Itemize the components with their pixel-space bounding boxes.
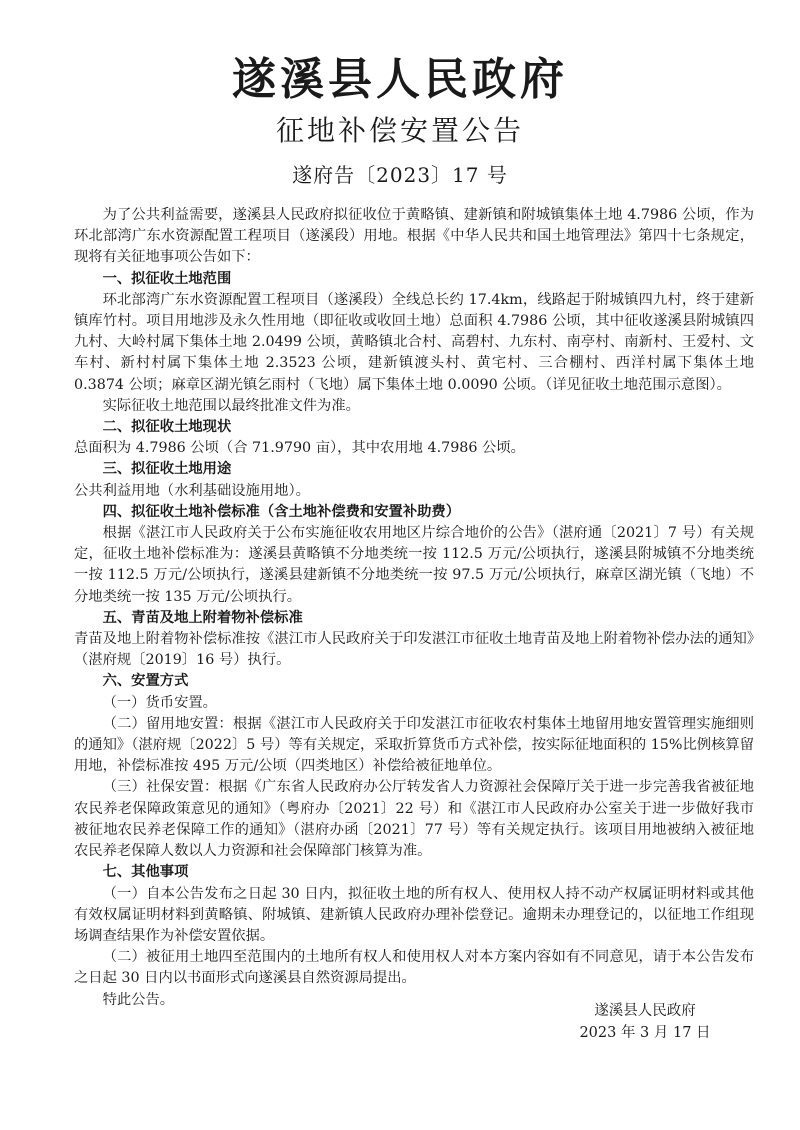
closing-text: 特此公告。 — [102, 991, 175, 1008]
doc-title: 征地补偿安置公告 — [275, 114, 524, 147]
issue-date: 2023 年 3 月 17 日 — [579, 1025, 711, 1041]
org-title: 遂溪县人民政府 — [232, 54, 568, 105]
section-6-heading: 六、安置方式 — [102, 673, 189, 690]
section-4-paragraph: 根据《湛江市人民政府关于公布实施征收农用地区片综合地价的公告》（湛府通〔2021〕7 号）有关规定，征收土地补偿标准为：遂溪县黄略镇不分地类统一按 112.5 万元/公顷执行，遂溪县附城镇不分地类统一按 112.5 万元/公顷执行，遂溪县建新镇不分地类统一按 97.5 万元/公顷执行，麻章区湖光镇（飞地）不分地类统一按 135 万元/公顷执行。 — [74, 525, 754, 605]
section-6-paragraph: （一）货币安置。 — [102, 694, 217, 711]
section-1-paragraph: 环北部湾广东水资源配置工程项目（遂溪段）全线总长约 17.4km，线路起于附城镇四九村，终于建新镇库竹村。项目用地涉及永久性用地（即征收或收回土地）总面积 4.7986 公顷，其中征收遂溪县附城镇四九村、大岭村属下集体土地 2.0499 公顷，黄略镇北合村、高碧村、九东村、南亭村、南新村、王爱村、文车村、新村村属下集体土地 2.3523 公顷，建新镇渡头村、黄宅村、三合棚村、西洋村属下集体土地 0.3874 公顷；麻章区湖光镇乞雨村（飞地）属下集体土地 0.0090 公顷。（详见征收土地范围示意图）。 — [74, 291, 754, 393]
section-1-paragraph: 实际征收土地范围以最终批准文件为准。 — [102, 397, 360, 414]
section-6-paragraph: （二）留用地安置：根据《湛江市人民政府关于印发湛江市征收农村集体土地留用地安置管理实施细则的通知》（湛府规〔2022〕5 号）等有关规定，采取折算货币方式补偿，按实际征地面积的 15%比例核算留用地，补偿标准按 495 万元/公顷（四类地区）补偿给被征地单位。 — [74, 715, 754, 775]
section-7-paragraph: （一）自本公告发布之日起 30 日内，拟征收土地的所有权人、使用权人持不动产权属证明材料或其他有效权属证明材料到黄略镇、附城镇、建新镇人民政府办理补偿登记。逾期未办理登记的，以征地工作组现场调查结果作为补偿安置依据。 — [74, 885, 754, 944]
section-7-heading: 七、其他事项 — [102, 864, 189, 881]
section-7-paragraph: （二）被征用土地四至范围内的土地所有权人和使用权人对本方案内容如有不同意见，请于本公告发布之日起 30 日内以书面形式向遂溪县自然资源局提出。 — [74, 949, 754, 987]
section-2-heading: 二、拟征收土地现状 — [102, 419, 232, 436]
section-5-heading: 五、青苗及地上附着物补偿标准 — [102, 609, 303, 626]
section-1-heading: 一、拟征收土地范围 — [102, 270, 232, 287]
section-3-paragraph: 公共利益用地（水利基础设施用地）。 — [74, 482, 310, 499]
doc-number: 遂府告〔2023〕17 号 — [292, 163, 508, 187]
signature-block — [545, 1000, 745, 1044]
issuer-name: 遂溪县人民政府 — [594, 1003, 696, 1019]
section-2-paragraph: 总面积为 4.7986 公顷（合 71.9790 亩），其中农用地 4.7986 公顷。 — [74, 440, 525, 457]
intro-paragraph: 为了公共利益需要，遂溪县人民政府拟征收位于黄略镇、建新镇和附城镇集体土地 4.7986 公顷，作为环北部湾广东水资源配置工程项目（遂溪段）用地。根据《中华人民共和国土地管理法》第四十七条规定，现将有关征地事项公告如下： — [74, 207, 754, 266]
section-5-paragraph: 青苗及地上附着物补偿标准按《湛江市人民政府关于印发湛江市征收土地青苗及地上附着物补偿办法的通知》（湛府规〔2019〕16 号）执行。 — [74, 631, 754, 669]
section-3-heading: 三、拟征收土地用途 — [102, 461, 232, 478]
document-body — [74, 205, 754, 1011]
section-6-paragraph: （三）社保安置：根据《广东省人民政府办公厅转发省人力资源社会保障厅关于进一步完善我省被征地农民养老保障政策意见的通知》（粤府办〔2021〕22 号）和《湛江市人民政府办公室关于进一步做好我市被征地农民养老保障工作的通知》（湛府办函〔2021〕77 号）等有关规定执行。该项目用地被纳入被征地农民养老保障人数以人力资源和社会保障部门核算为准。 — [74, 779, 754, 860]
section-4-heading: 四、拟征收土地补偿标准（含土地补偿费和安置补助费） — [102, 503, 461, 520]
